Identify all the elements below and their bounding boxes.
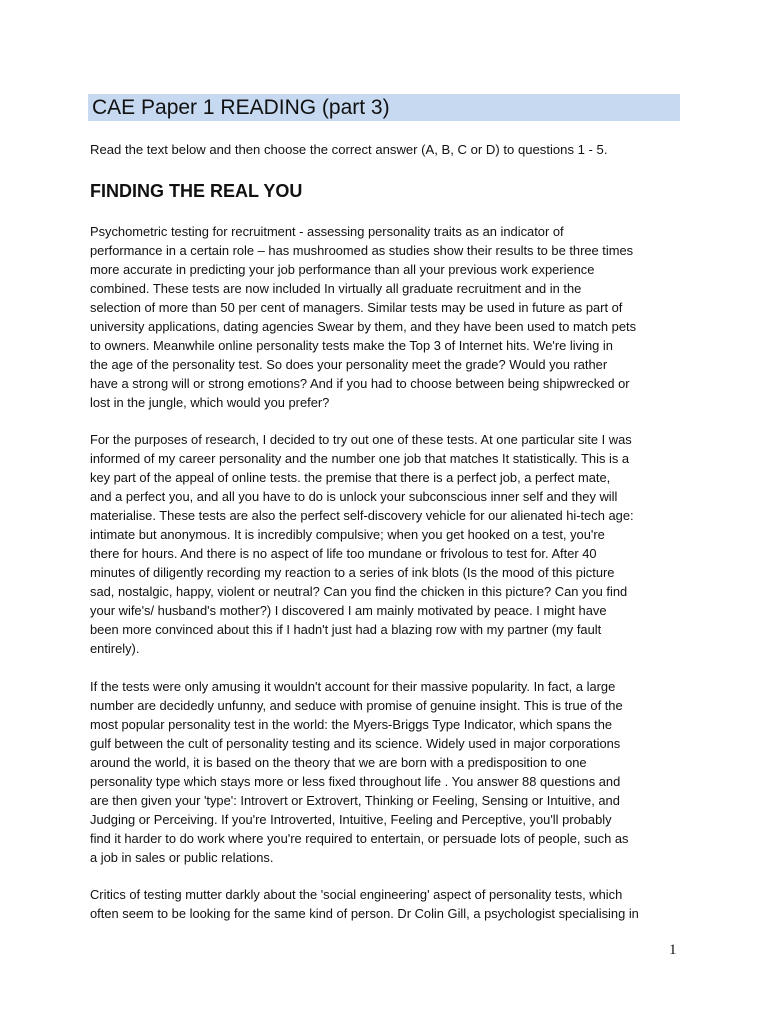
paragraph-1 — [90, 222, 690, 412]
text-line: performance in a certain role – has mushroomed as studies show their results to be three times — [90, 243, 634, 258]
text-line: key part of the appeal of online tests. the premise that there is a perfect job, a perfect mate, — [90, 470, 611, 485]
title-banner — [88, 94, 680, 121]
instructions-text: Read the text below and then choose the correct answer (A, B, C or D) to questions 1 - 5. — [90, 142, 608, 157]
text-line: the age of the personality test. So does your personality meet the grade? Would you rather — [90, 357, 608, 372]
page-number: 1 — [669, 942, 677, 958]
text-line: minutes of diligently recording my reaction to a series of ink blots (Is the mood of this picture — [90, 565, 615, 580]
text-line: more accurate in predicting your job performance than all your previous work experience — [90, 262, 595, 277]
text-line: lost in the jungle, which would you prefer? — [90, 395, 330, 410]
paragraph-3 — [90, 677, 690, 867]
text-line: there for hours. And there is no aspect of life too mundane or frivolous to test for. After 40 — [90, 546, 597, 561]
article-heading: FINDING THE REAL YOU — [90, 181, 303, 201]
text-line: Critics of testing mutter darkly about the 'social engineering' aspect of personality tests, which — [90, 887, 623, 902]
text-line: find it harder to do work where you're required to entertain, or persuade lots of people, such as — [90, 831, 629, 846]
text-line: often seem to be looking for the same kind of person. Dr Colin Gill, a psychologist specialising in — [90, 906, 639, 921]
text-line: personality type which stays more or less fixed throughout life . You answer 88 questions and — [90, 774, 621, 789]
text-line: sad, nostalgic, happy, violent or neutral? Can you find the chicken in this picture? Can you find — [90, 584, 628, 599]
text-line: informed of my career personality and the number one job that matches It statistically. This is a — [90, 451, 630, 466]
text-line: a job in sales or public relations. — [90, 850, 274, 865]
text-line: been more convinced about this if I hadn't just had a blazing row with my partner (my fault — [90, 622, 602, 637]
page-title: CAE Paper 1 READING (part 3) — [92, 96, 390, 119]
text-line: For the purposes of research, I decided to try out one of these tests. At one particular site I was — [90, 432, 632, 447]
text-line: to owners. Meanwhile online personality tests make the Top 3 of Internet hits. We're living in — [90, 338, 613, 353]
text-line: most popular personality test in the world: the Myers-Briggs Type Indicator, which spans the — [90, 717, 613, 732]
text-line: and a perfect you, and all you have to do is unlock your subconscious inner self and they will — [90, 489, 618, 504]
text-line: gulf between the cult of personality testing and its science. Widely used in major corporations — [90, 736, 621, 751]
text-line: number are decidedly unfunny, and seduce with promise of genuine insight. This is true of the — [90, 698, 623, 713]
text-line: have a strong will or strong emotions? And if you had to choose between being shipwrecked or — [90, 376, 630, 391]
text-line: around the world, it is based on the theory that we are born with a predisposition to one — [90, 755, 587, 770]
paragraph-4 — [90, 885, 690, 923]
text-line: entirely). — [90, 641, 140, 656]
text-line: selection of more than 50 per cent of managers. Similar tests may be used in future as part of — [90, 300, 623, 315]
text-line: Judging or Perceiving. If you're Introverted, Intuitive, Feeling and Perceptive, you'll probably — [90, 812, 612, 827]
text-line: are then given your 'type': Introvert or Extrovert, Thinking or Feeling, Sensing or Intuitive, and — [90, 793, 620, 808]
text-line: your wife's/ husband's mother?) I discovered I am mainly motivated by peace. I might have — [90, 603, 607, 618]
text-line: materialise. These tests are also the perfect self-discovery vehicle for our alienated hi-tech age: — [90, 508, 634, 523]
text-line: If the tests were only amusing it wouldn't account for their massive popularity. In fact, a large — [90, 679, 616, 694]
text-line: Psychometric testing for recruitment - assessing personality traits as an indicator of — [90, 224, 564, 239]
text-line: university applications, dating agencies Swear by them, and they have been used to match pets — [90, 319, 637, 334]
text-line: intimate but anonymous. It is incredibly compulsive; when you get hooked on a test, you're — [90, 527, 605, 542]
paragraph-2 — [90, 430, 690, 658]
text-line: combined. These tests are now included In virtually all graduate recruitment and in the — [90, 281, 582, 296]
